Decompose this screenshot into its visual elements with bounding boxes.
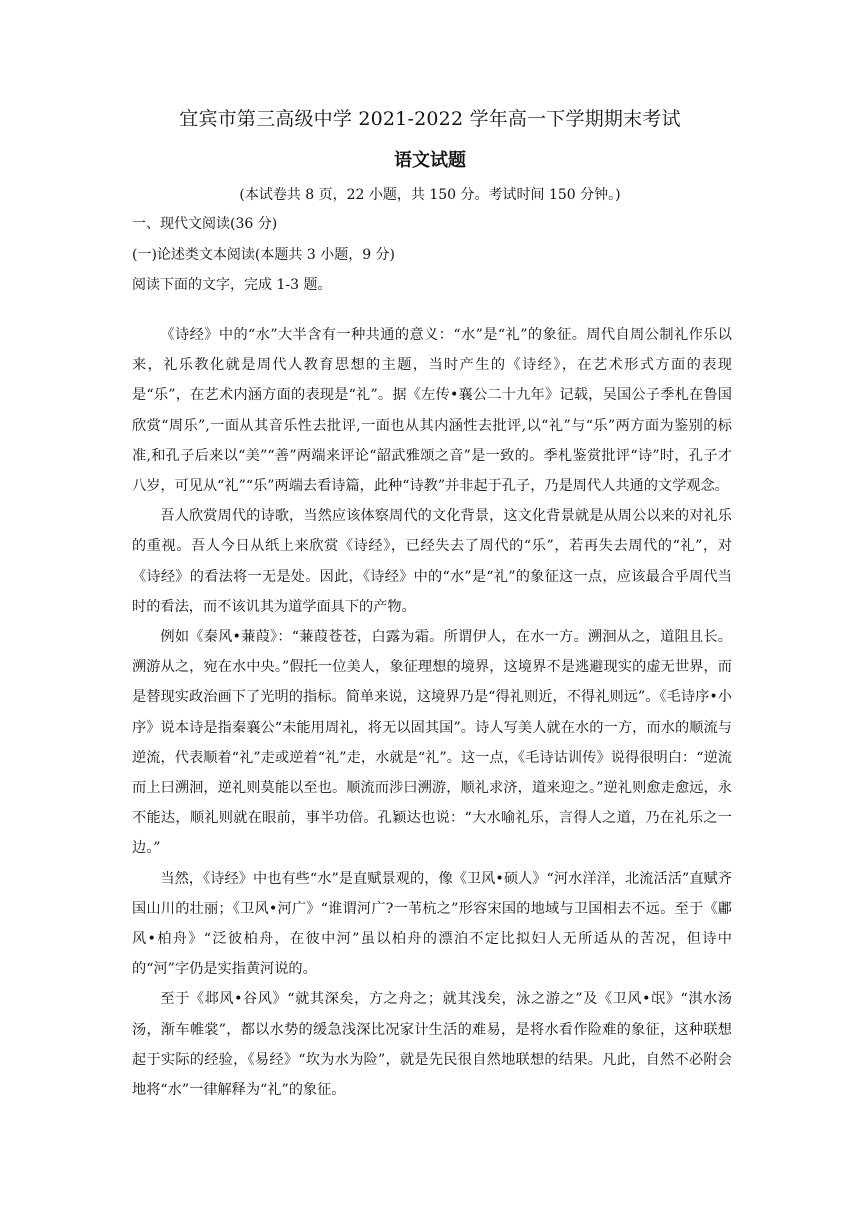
passage-paragraph-5: 至于《邶风•谷风》“就其深矣，方之舟之；就其浅矣，泳之游之”及《卫风•氓》“淇水汤汤，渐车帷裳”，都以水势的缓急浅深比况家计生活的难易，是将水看作险难的象征，这种联想起于实际的经验，《易经》“坎为水为险”，就是先民很自然地联想的结果。凡此，自然不必附会地将“水”一律解释为“礼”的象征。 bbox=[132, 991, 732, 1099]
reading-instruction: 阅读下面的文字，完成 1-3 题。 bbox=[132, 277, 332, 293]
passage-paragraph-3: 例如《秦风•蒹葭》：“蒹葭苍苍，白露为霜。所谓伊人，在水一方。溯洄从之，道阻且长。溯游从之，宛在水中央。”假托一位美人，象征理想的境界，这境界不是逃避现实的虚无世界，而是替现实政治画下了光明的指标。简单来说，这境界乃是“得礼则近，不得礼则远”。《毛诗序•小序》说本诗是指秦襄公“未能用周礼，将无以固其国”。诗人写美人就在水的一方，而水的顺流与逆流，代表顺着“礼”走或逆着“礼”走，水就是“礼”。这一点，《毛诗诂训传》说得很明白：“逆流而上曰溯洄，逆礼则莫能以至也。顺流而涉曰溯游，顺礼求济，道来迎之。”逆礼则愈走愈远，永不能达，顺礼则就在眼前，事半功倍。孔颖达也说：“大水喻礼乐，言得人之道，乃在礼乐之一边。” bbox=[132, 629, 732, 857]
passage-paragraph-1: 《诗经》中的“水”大半含有一种共通的意义：“水”是“礼”的象征。周代自周公制礼作乐以来，礼乐教化就是周代人教育思想的主题，当时产生的《诗经》，在艺术形式方面的表现是“乐”，在艺术内涵方面的表现是“礼”。据《左传•襄公二十九年》记载，吴国公子季札在鲁国欣赏“周乐”,一面从其音乐性去批评,一面也从其内涵性去批评,以“礼”与“乐”两方面为鉴别的标准,和孔子后来以“美”“善”两端来评论“韶武雅颂之音”是一致的。季札鉴赏批评“诗”时，孔子才八岁，可见从“礼”“乐”两端去看诗篇，此种“诗教”并非起于孔子，乃是周代人共通的文学观念。 bbox=[132, 327, 732, 495]
section-heading: 一、现代文阅读(36 分) bbox=[132, 216, 278, 232]
exam-note: (本试卷共 8 页，22 小题，共 150 分。考试时间 150 分钟。) bbox=[239, 187, 621, 203]
passage-paragraph-2: 吾人欣赏周代的诗歌，当然应该体察周代的文化背景，这文化背景就是从周公以来的对礼乐的重视。吾人今日从纸上来欣赏《诗经》，已经失去了周代的“乐”，若再失去周代的“礼”，对《诗经》的看法将一无是处。因此，《诗经》中的“水”是“礼”的象征这一点，应该最合乎周代当时的看法，而不该讥其为道学面具下的产物。 bbox=[132, 508, 732, 615]
section-subheading: (一)论述类文本阅读(本题共 3 小题，9 分) bbox=[132, 247, 396, 263]
exam-subject: 语文试题 bbox=[394, 150, 466, 171]
exam-title: 宜宾市第三高级中学 2021-2022 学年高一下学期期末考试 bbox=[179, 108, 681, 130]
passage-paragraph-4: 当然，《诗经》中也有些“水”是直赋景观的，像《卫风•硕人》“河水洋洋，北流活活”直赋齐国山川的壮丽；《卫风•河广》“谁谓河广?一苇杭之”形容宋国的地域与卫国相去不远。至于《鄘风•柏舟》“泛彼柏舟，在彼中河”虽以柏舟的漂泊不定比拟妇人无所适从的苦况，但诗中的“河”字仍是实指黄河说的。 bbox=[132, 870, 732, 978]
passage-body bbox=[132, 320, 732, 1105]
